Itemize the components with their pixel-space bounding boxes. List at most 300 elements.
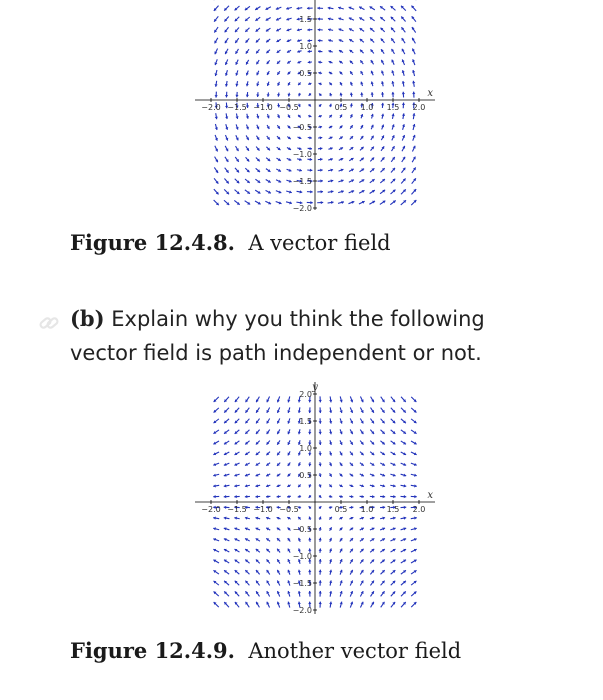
vector-arrow <box>370 517 375 520</box>
vector-arrow <box>412 49 415 55</box>
vector-arrow <box>338 201 344 204</box>
vector-arrow <box>277 538 280 541</box>
vector-arrow <box>391 581 396 586</box>
vector-arrow <box>225 38 228 43</box>
vector-arrow <box>360 484 364 487</box>
vector-arrow <box>298 462 301 466</box>
vector-arrow <box>266 602 269 608</box>
vector-arrow <box>266 147 270 151</box>
vector-arrow <box>288 538 291 542</box>
vector-arrow <box>245 495 250 498</box>
vector-arrow <box>235 581 240 586</box>
vector-arrow <box>267 430 270 435</box>
vector-arrow <box>402 113 405 119</box>
vector-arrow <box>371 136 374 140</box>
vector-arrow <box>411 441 417 444</box>
vector-arrow <box>276 191 281 194</box>
vector-arrow <box>370 474 374 477</box>
vector-arrow <box>329 591 332 597</box>
vector-arrow <box>350 82 353 86</box>
vector-arrow <box>371 60 374 64</box>
vector-arrow <box>288 474 291 477</box>
vector-arrow <box>235 419 240 424</box>
vector-arrow <box>401 189 406 194</box>
vector-arrow <box>391 81 394 86</box>
vector-arrow <box>349 28 354 31</box>
vector-arrow <box>380 495 385 498</box>
vector-arrow <box>266 397 269 403</box>
x-tick-label: 1.0 <box>360 505 374 514</box>
vector-arrow <box>349 179 354 182</box>
vector-arrow <box>370 528 374 531</box>
vector-arrow <box>350 528 354 531</box>
vector-arrow <box>255 7 260 10</box>
y-tick-label: −0.5 <box>292 123 312 132</box>
vector-arrow <box>338 7 344 10</box>
vector-arrow <box>360 528 364 531</box>
vector-arrow <box>359 17 364 20</box>
x-tick-label: 1.0 <box>360 103 374 112</box>
vector-arrow <box>401 452 406 455</box>
vector-arrow <box>350 147 354 150</box>
vector-arrow <box>402 49 405 54</box>
vector-arrow <box>318 179 323 182</box>
vector-arrow <box>286 180 291 183</box>
vector-arrow <box>265 201 271 204</box>
vector-arrow <box>340 474 343 477</box>
vector-arrow <box>235 441 240 445</box>
vector-arrow <box>276 29 281 32</box>
vector-arrow <box>286 201 292 204</box>
vector-arrow <box>329 396 332 402</box>
vector-arrow <box>224 538 229 541</box>
vector-arrow <box>277 559 280 563</box>
vector-arrow <box>234 463 239 466</box>
vector-arrow <box>235 38 239 43</box>
vector-arrow <box>350 474 354 477</box>
y-tick-label: −1.5 <box>292 579 312 588</box>
vector-arrow <box>224 602 229 607</box>
x-tick-label: −1.0 <box>253 103 273 112</box>
vector-arrow <box>371 114 374 119</box>
vector-arrow <box>411 527 417 530</box>
vector-arrow <box>411 463 417 466</box>
vector-arrow <box>245 538 250 541</box>
vector-arrow <box>401 408 406 413</box>
vector-arrow <box>381 408 385 413</box>
vector-arrow <box>214 27 218 32</box>
vector-arrow <box>319 396 322 402</box>
vector-arrow <box>287 495 291 498</box>
vector-arrow <box>287 591 290 597</box>
vector-arrow <box>350 591 353 596</box>
vector-arrow <box>350 602 353 608</box>
vector-arrow <box>266 495 270 498</box>
vector-arrow <box>266 18 271 21</box>
vector-arrow <box>286 18 291 21</box>
vector-arrow <box>276 180 281 183</box>
vector-arrow <box>256 602 259 608</box>
vector-arrow <box>340 396 343 402</box>
vector-arrow <box>224 17 228 22</box>
vector-arrow <box>246 114 249 119</box>
vector-arrow <box>371 602 374 608</box>
vector-arrow <box>340 538 343 542</box>
vector-arrow <box>235 92 238 97</box>
vector-arrow <box>380 17 385 21</box>
vector-arrow <box>380 549 385 552</box>
vector-arrow <box>256 81 259 86</box>
vector-arrow <box>267 570 270 575</box>
vector-arrow <box>402 59 405 64</box>
vector-arrow <box>277 602 280 608</box>
vector-arrow <box>256 397 259 403</box>
vector-arrow <box>360 39 364 42</box>
vector-arrow <box>391 591 395 596</box>
vector-arrow <box>256 168 260 172</box>
vector-arrow <box>245 430 249 434</box>
vector-arrow <box>391 114 394 119</box>
vector-arrow <box>255 495 260 498</box>
figure-caption-text-1: A vector field <box>248 231 391 255</box>
vector-arrow <box>213 517 219 520</box>
vector-arrow <box>381 103 384 108</box>
vector-arrow <box>256 570 260 574</box>
vector-arrow <box>277 570 280 575</box>
y-tick-label: 0.5 <box>299 69 312 78</box>
vector-arrow <box>267 60 270 64</box>
vector-arrow <box>297 169 302 172</box>
x-tick-label: 0.5 <box>334 103 348 112</box>
vector-arrow <box>329 93 332 96</box>
vector-arrow <box>288 559 291 563</box>
vector-arrow <box>318 28 323 31</box>
vector-arrow <box>350 61 353 64</box>
vector-arrow <box>287 429 290 434</box>
vector-arrow <box>277 61 280 64</box>
vector-arrow <box>297 7 303 10</box>
vector-arrow <box>298 429 301 434</box>
vector-arrow <box>256 430 260 434</box>
x-tick-label: −1.0 <box>253 505 273 514</box>
vector-arrow <box>380 190 385 194</box>
vector-arrow <box>381 125 384 130</box>
vector-arrow <box>391 397 395 402</box>
vector-arrow <box>287 61 291 64</box>
vector-arrow <box>255 179 260 183</box>
vector-arrow <box>266 452 270 456</box>
vector-arrow <box>329 538 332 542</box>
vector-arrow <box>288 72 291 75</box>
vector-arrow <box>256 549 260 552</box>
vector-arrow <box>360 71 363 75</box>
vector-arrow <box>391 570 396 574</box>
y-tick-label: 1.0 <box>299 444 312 453</box>
vector-arrow <box>319 429 322 434</box>
vector-arrow <box>371 125 374 129</box>
vector-arrow <box>308 570 311 575</box>
vector-arrow <box>318 484 321 487</box>
vector-arrow <box>411 419 416 423</box>
vector-arrow <box>329 473 332 476</box>
vector-arrow <box>411 200 416 205</box>
vector-arrow <box>401 168 405 173</box>
vector-arrow <box>360 60 363 64</box>
vector-arrow <box>380 527 385 530</box>
vector-arrow <box>319 591 322 597</box>
vector-arrow <box>360 114 363 118</box>
vector-arrow <box>391 17 396 22</box>
vector-arrow <box>297 190 303 193</box>
vector-arrow <box>370 452 374 455</box>
vector-arrow <box>318 147 322 150</box>
y-tick-label: 1.0 <box>299 42 312 51</box>
vector-arrow <box>339 115 342 118</box>
vector-arrow <box>298 407 301 413</box>
vector-arrow <box>224 570 229 574</box>
vector-arrow <box>318 50 322 53</box>
vector-arrow <box>360 82 363 86</box>
vector-arrow <box>360 549 364 553</box>
vector-arrow <box>381 419 385 424</box>
vector-arrow <box>318 72 322 75</box>
vector-arrow <box>287 50 291 53</box>
vector-arrow <box>340 93 343 97</box>
vector-arrow <box>235 190 240 194</box>
vector-field-plot-1 <box>195 0 435 213</box>
vector-arrow <box>224 560 229 563</box>
vector-arrow <box>224 463 229 466</box>
vector-arrow <box>246 135 249 140</box>
link-icon[interactable] <box>38 312 60 334</box>
vector-arrow <box>224 517 230 520</box>
vector-arrow <box>213 452 219 455</box>
vector-arrow <box>371 591 374 596</box>
x-tick-label: −2.0 <box>201 103 221 112</box>
vector-arrow <box>215 92 218 98</box>
vector-arrow <box>402 103 405 109</box>
vector-arrow <box>371 92 374 97</box>
vector-arrow <box>276 18 281 21</box>
vector-arrow <box>235 168 239 173</box>
vector-arrow <box>360 408 363 413</box>
vector-arrow <box>277 528 281 531</box>
vector-arrow <box>213 527 219 530</box>
vector-arrow <box>390 538 395 541</box>
vector-arrow <box>215 157 218 163</box>
vector-arrow <box>340 429 343 434</box>
vector-arrow <box>370 17 375 21</box>
vector-arrow <box>318 17 323 20</box>
vector-arrow <box>339 158 343 161</box>
vector-arrow <box>214 38 217 44</box>
vector-arrow <box>381 92 384 97</box>
vector-arrow <box>225 92 228 98</box>
vector-arrow <box>412 157 415 163</box>
vector-arrow <box>266 158 270 161</box>
vector-arrow <box>287 136 291 139</box>
vector-arrow <box>267 114 270 118</box>
vector-arrow <box>298 495 301 498</box>
vector-arrow <box>370 549 374 552</box>
vector-arrow <box>245 6 250 10</box>
x-tick-label: 2.0 <box>412 505 426 514</box>
vector-arrow <box>214 49 217 55</box>
vector-arrow <box>214 602 219 607</box>
vector-arrow <box>276 158 280 161</box>
vector-arrow <box>288 451 291 455</box>
vector-arrow <box>411 538 417 541</box>
vector-arrow <box>380 452 385 455</box>
vector-arrow <box>381 28 385 32</box>
vector-arrow <box>411 408 416 413</box>
exercise-question <box>70 302 540 370</box>
vector-arrow <box>328 39 333 42</box>
vector-arrow <box>401 17 405 22</box>
vector-arrow <box>319 570 322 575</box>
vector-arrow <box>391 92 394 97</box>
vector-arrow <box>349 17 354 20</box>
vector-arrow <box>412 70 415 76</box>
vector-arrow <box>234 495 239 498</box>
vector-arrow <box>370 581 374 586</box>
vector-arrow <box>411 452 417 455</box>
vector-arrow <box>328 201 334 204</box>
figure-caption-text-2: Another vector field <box>248 639 462 663</box>
vector-arrow <box>339 137 343 140</box>
vector-arrow <box>245 28 249 32</box>
vector-field-svg-2 <box>195 382 435 614</box>
figure-caption-1 <box>70 230 391 256</box>
vector-arrow <box>401 570 406 574</box>
vector-arrow <box>391 179 396 184</box>
vector-arrow <box>402 81 405 87</box>
vector-arrow <box>338 190 344 193</box>
vector-arrow <box>380 484 385 487</box>
vector-arrow <box>370 39 374 43</box>
vector-arrow <box>349 158 353 161</box>
vector-arrow <box>381 168 385 172</box>
vector-arrow <box>318 158 323 161</box>
vector-arrow <box>391 49 394 54</box>
y-axis-label: y <box>312 382 318 393</box>
vector-arrow <box>340 418 343 423</box>
vector-arrow <box>340 559 343 563</box>
vector-arrow <box>391 70 394 75</box>
vector-arrow <box>235 70 238 75</box>
vector-arrow <box>256 157 260 161</box>
vector-arrow <box>370 168 374 172</box>
vector-arrow <box>225 113 228 119</box>
vector-arrow <box>235 591 239 596</box>
vector-arrow <box>317 190 323 193</box>
y-tick-label: −1.0 <box>292 552 312 561</box>
vector-arrow <box>213 549 219 552</box>
vector-arrow <box>340 126 343 129</box>
vector-arrow <box>401 474 407 477</box>
vector-arrow <box>277 463 280 466</box>
vector-arrow <box>350 452 353 456</box>
vector-arrow <box>328 7 334 10</box>
vector-arrow <box>391 560 396 564</box>
vector-arrow <box>411 570 416 574</box>
vector-arrow <box>319 451 322 455</box>
vector-arrow <box>401 560 406 563</box>
vector-arrow <box>350 103 353 107</box>
vector-arrow <box>349 484 353 487</box>
vector-arrow <box>370 570 374 574</box>
vector-arrow <box>245 517 250 520</box>
vector-arrow <box>287 418 290 423</box>
vector-arrow <box>287 39 291 42</box>
vector-arrow <box>245 441 249 445</box>
vector-arrow <box>224 200 229 205</box>
vector-arrow <box>381 430 385 434</box>
vector-arrow <box>256 591 259 596</box>
vector-arrow <box>401 179 405 184</box>
vector-arrow <box>329 495 332 498</box>
vector-arrow <box>391 60 394 65</box>
vector-arrow <box>391 157 395 162</box>
vector-arrow <box>340 82 343 85</box>
vector-arrow <box>339 495 343 498</box>
vector-arrow <box>390 474 395 477</box>
vector-arrow <box>256 559 260 563</box>
vector-arrow <box>381 114 384 119</box>
vector-arrow <box>360 570 363 575</box>
vector-arrow <box>350 418 353 423</box>
vector-arrow <box>390 484 395 487</box>
vector-arrow <box>255 17 260 21</box>
vector-arrow <box>401 430 406 434</box>
vector-arrow <box>349 7 354 10</box>
vector-arrow <box>215 135 218 141</box>
vector-arrow <box>298 484 301 487</box>
vector-arrow <box>411 581 416 585</box>
vector-arrow <box>297 136 301 139</box>
vector-arrow <box>360 136 363 140</box>
vector-arrow <box>370 190 375 193</box>
vector-arrow <box>246 49 249 54</box>
vector-arrow <box>288 126 291 129</box>
vector-arrow <box>215 81 218 87</box>
vector-arrow <box>246 38 250 42</box>
vector-arrow <box>350 570 353 575</box>
vector-arrow <box>214 178 218 183</box>
vector-arrow <box>266 463 270 466</box>
vector-arrow <box>401 506 407 509</box>
vector-arrow <box>401 200 406 205</box>
vector-arrow <box>339 147 343 150</box>
vector-arrow <box>390 200 395 204</box>
vector-arrow <box>412 81 415 87</box>
vector-arrow <box>380 560 384 564</box>
vector-field-svg-1 <box>195 0 435 213</box>
vector-arrow <box>245 560 249 564</box>
vector-arrow <box>277 114 280 118</box>
vector-arrow <box>256 408 259 413</box>
vector-arrow <box>287 484 290 487</box>
y-tick-label: −0.5 <box>292 525 312 534</box>
vector-arrow <box>411 591 416 596</box>
vector-arrow <box>391 190 396 194</box>
vector-arrow <box>246 397 250 402</box>
vector-arrow <box>349 506 353 509</box>
vector-arrow <box>234 527 239 530</box>
vector-arrow <box>266 50 270 54</box>
vector-arrow <box>411 484 417 487</box>
vector-arrow <box>328 50 332 53</box>
